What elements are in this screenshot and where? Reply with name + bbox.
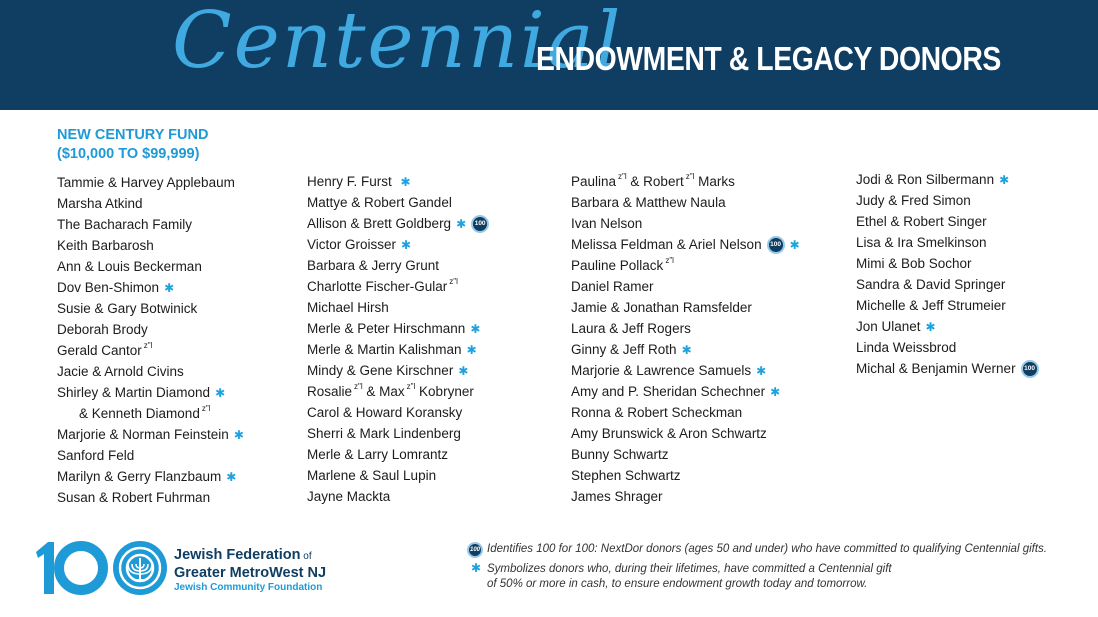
donor-name <box>856 190 1039 211</box>
star-icon: ✱ <box>226 469 237 484</box>
donor-name <box>57 340 244 361</box>
donor-name-text: & Robert <box>626 174 684 189</box>
donor-name-text: Susan & Robert Fuhrman <box>57 490 211 505</box>
donor-name-text: Marsha Atkind <box>57 196 143 211</box>
donor-name <box>571 318 800 339</box>
donor-name <box>307 192 489 213</box>
donor-name-text: Merle & Larry Lomrantz <box>307 447 449 462</box>
donor-name-text: Merle & Martin Kalishman <box>307 342 462 357</box>
donor-name-text: Carol & Howard Koransky <box>307 405 463 420</box>
legend-badge-note: Identifies 100 for 100: NextDor donors (ages 50 and under) who have committed to qualifying Centennial gifts. <box>487 543 1047 555</box>
donor-name-text: Mattye & Robert Gandel <box>307 195 452 210</box>
legend <box>467 542 1047 592</box>
donor-name-text: Jon Ulanet <box>856 319 921 334</box>
donor-name-text: Mindy & Gene Kirschner <box>307 363 454 378</box>
donor-name <box>571 213 800 234</box>
donor-name-text: Ethel & Robert Singer <box>856 214 987 229</box>
page-title: ENDOWMENT & LEGACY DONORS <box>536 40 1001 77</box>
logo-of: of <box>300 551 312 562</box>
centennial-100-logo <box>34 540 170 601</box>
donor-column-4 <box>856 169 1039 379</box>
star-icon: ✱ <box>681 342 692 357</box>
donor-name-text: Merle & Peter Hirschmann <box>307 321 466 336</box>
logo-line1: Jewish Federation <box>174 547 301 563</box>
star-icon: ✱ <box>164 280 175 295</box>
donor-name <box>856 169 1039 190</box>
donor-name-text: Marjorie & Norman Feinstein <box>57 427 229 442</box>
donor-name-text: Marks <box>694 174 735 189</box>
donor-column-3 <box>571 171 800 507</box>
zl-mark: z"l <box>143 341 153 350</box>
donor-name-text: Sherri & Mark Lindenberg <box>307 426 461 441</box>
donor-name <box>571 444 800 465</box>
donor-name-text: Ann & Louis Beckerman <box>57 259 202 274</box>
donor-name <box>307 381 489 402</box>
donor-name-text: Michael Hirsh <box>307 300 389 315</box>
donor-name-text: Allison & Brett Goldberg <box>307 216 452 231</box>
donor-name-text: Amy Brunswick & Aron Schwartz <box>571 426 767 441</box>
star-icon: ✱ <box>215 385 226 400</box>
donor-name-text: Bunny Schwartz <box>571 447 669 462</box>
star-icon: ✱ <box>458 363 469 378</box>
badge-100-icon: 100 <box>471 215 489 233</box>
donor-name-text: Marlene & Saul Lupin <box>307 468 437 483</box>
star-icon: ✱ <box>925 319 936 334</box>
donor-name-text: Susie & Gary Botwinick <box>57 301 198 316</box>
star-icon: ✱ <box>770 384 781 399</box>
donor-name <box>57 172 244 193</box>
donor-name-text: Gerald Cantor <box>57 343 142 358</box>
donor-name <box>57 256 244 277</box>
donor-name-text: Sandra & David Springer <box>856 277 1006 292</box>
donor-name <box>57 424 244 445</box>
donor-name <box>571 402 800 423</box>
donor-name-text: Mimi & Bob Sochor <box>856 256 972 271</box>
donor-name <box>57 277 244 298</box>
donor-name-text: Stephen Schwartz <box>571 468 681 483</box>
donor-name <box>571 171 800 192</box>
star-icon: ✱ <box>471 561 482 575</box>
zl-mark: z"l <box>354 382 363 391</box>
donor-name <box>856 316 1039 337</box>
fund-name: NEW CENTURY FUND <box>57 127 209 143</box>
donor-name-text: Henry F. Furst <box>307 174 396 189</box>
donor-name <box>307 213 489 234</box>
donor-name-text: Linda Weissbrod <box>856 340 957 355</box>
donor-name <box>856 232 1039 253</box>
donor-name <box>57 235 244 256</box>
donor-name <box>571 360 800 381</box>
donor-name-text: Marilyn & Gerry Flanzbaum <box>57 469 222 484</box>
donor-name <box>571 423 800 444</box>
donor-name <box>57 403 244 424</box>
donor-name <box>307 486 489 507</box>
donor-name <box>571 486 800 507</box>
donor-name <box>307 402 489 423</box>
zl-mark: z"l <box>406 382 416 391</box>
donor-name <box>571 339 800 360</box>
donor-name <box>856 337 1039 358</box>
donor-name-text: Laura & Jeff Rogers <box>571 321 691 336</box>
donor-name-text: Jayne Mackta <box>307 489 391 504</box>
donor-name-text: Ginny & Jeff Roth <box>571 342 677 357</box>
star-icon: ✱ <box>401 237 412 252</box>
donor-name-text: Michelle & Jeff Strumeier <box>856 298 1006 313</box>
badge-100-icon: 100 <box>467 542 483 558</box>
donor-name-text: Lisa & Ira Smelkinson <box>856 235 987 250</box>
donor-name <box>57 382 244 403</box>
donor-name-text: Barbara & Jerry Grunt <box>307 258 440 273</box>
donor-name-text: Jamie & Jonathan Ramsfelder <box>571 300 752 315</box>
donor-name-text: Charlotte Fischer-Gular <box>307 279 448 294</box>
donor-name <box>307 297 489 318</box>
donor-name-text: & Kenneth Diamond <box>79 406 200 421</box>
donor-name <box>571 381 800 402</box>
donor-name <box>571 276 800 297</box>
donor-name-text: Ronna & Robert Scheckman <box>571 405 743 420</box>
donor-name <box>571 465 800 486</box>
donor-name-text: Jodi & Ron Silbermann <box>856 172 995 187</box>
donor-name-text: Keith Barbarosh <box>57 238 154 253</box>
zl-mark: z"l <box>685 172 695 181</box>
logo-line2: Greater MetroWest NJ <box>174 565 327 581</box>
donor-name <box>307 360 489 381</box>
donor-name <box>57 466 244 487</box>
legend-star-note-1: Symbolizes donors who, during their lifetimes, have committed a Centennial gift <box>487 563 892 575</box>
donor-name-text: Melissa Feldman & Ariel Nelson <box>571 237 762 252</box>
donor-name <box>57 298 244 319</box>
star-icon: ✱ <box>756 363 767 378</box>
donor-name-text: Shirley & Martin Diamond <box>57 385 211 400</box>
donor-name-text: Ivan Nelson <box>571 216 643 231</box>
logo-line3: Jewish Community Foundation <box>174 582 323 593</box>
logo-100-icon <box>34 540 170 596</box>
badge-100-icon: 100 <box>767 236 785 254</box>
donor-name <box>307 171 489 192</box>
donor-name <box>307 255 489 276</box>
star-icon: ✱ <box>470 321 481 336</box>
donor-name-text: James Shrager <box>571 489 663 504</box>
donor-name-text: Dov Ben-Shimon <box>57 280 160 295</box>
donor-name <box>307 276 489 297</box>
legend-star-row <box>467 562 1047 592</box>
star-icon: ✱ <box>789 237 800 252</box>
fund-range: ($10,000 TO $99,999) <box>57 146 200 162</box>
donor-name <box>571 234 800 255</box>
donor-name <box>856 211 1039 232</box>
donor-name <box>307 339 489 360</box>
donor-name <box>571 255 800 276</box>
donor-name-text: The Bacharach Family <box>57 217 193 232</box>
donor-name-text: Rosalie <box>307 384 353 399</box>
donor-column-2 <box>307 171 489 507</box>
star-icon: ✱ <box>466 342 477 357</box>
federation-logo-text <box>174 547 326 594</box>
donor-name <box>57 487 244 508</box>
legend-badge-row <box>467 542 1047 558</box>
script-title: Centennial <box>172 0 623 86</box>
donor-name-text: Judy & Fred Simon <box>856 193 971 208</box>
header-banner <box>0 0 1098 110</box>
donor-name <box>57 445 244 466</box>
donor-name <box>856 274 1039 295</box>
donor-name-text: Jacie & Arnold Civins <box>57 364 184 379</box>
donor-column-1 <box>57 172 244 508</box>
donor-name <box>307 234 489 255</box>
donor-name <box>571 192 800 213</box>
badge-100-icon: 100 <box>1021 360 1039 378</box>
donor-name <box>57 361 244 382</box>
donor-name-text: Tammie & Harvey Applebaum <box>57 175 235 190</box>
donor-name <box>856 358 1039 379</box>
fund-heading <box>57 126 208 164</box>
donor-name <box>307 423 489 444</box>
zl-mark: z"l <box>665 256 674 265</box>
donor-name-text: Pauline Pollack <box>571 258 664 273</box>
donor-name-text: Amy and P. Sheridan Schechner <box>571 384 766 399</box>
donor-name-text: Michal & Benjamin Werner <box>856 361 1016 376</box>
donor-name-text: Kobryner <box>415 384 474 399</box>
star-icon: ✱ <box>999 172 1010 187</box>
donor-name-text: Daniel Ramer <box>571 279 654 294</box>
donor-name <box>571 297 800 318</box>
donor-name <box>57 214 244 235</box>
donor-name <box>307 444 489 465</box>
star-icon: ✱ <box>456 216 467 231</box>
zl-mark: z"l <box>201 404 211 413</box>
donor-name <box>856 295 1039 316</box>
star-icon: ✱ <box>400 174 411 189</box>
legend-star-note-2: of 50% or more in cash, to ensure endowment growth today and tomorrow. <box>487 578 868 590</box>
zl-mark: z"l <box>618 172 627 181</box>
donor-name-text: Deborah Brody <box>57 322 148 337</box>
donor-name <box>307 465 489 486</box>
zl-mark: z"l <box>449 277 458 286</box>
star-icon: ✱ <box>233 427 244 442</box>
donor-name <box>856 253 1039 274</box>
donor-name-text: Sanford Feld <box>57 448 135 463</box>
donor-name <box>57 193 244 214</box>
donor-name <box>307 318 489 339</box>
donor-name-text: Paulina <box>571 174 617 189</box>
donor-name-text: Barbara & Matthew Naula <box>571 195 726 210</box>
donor-name-text: Victor Groisser <box>307 237 397 252</box>
donor-name-text: & Max <box>362 384 405 399</box>
donor-name-text: Marjorie & Lawrence Samuels <box>571 363 752 378</box>
